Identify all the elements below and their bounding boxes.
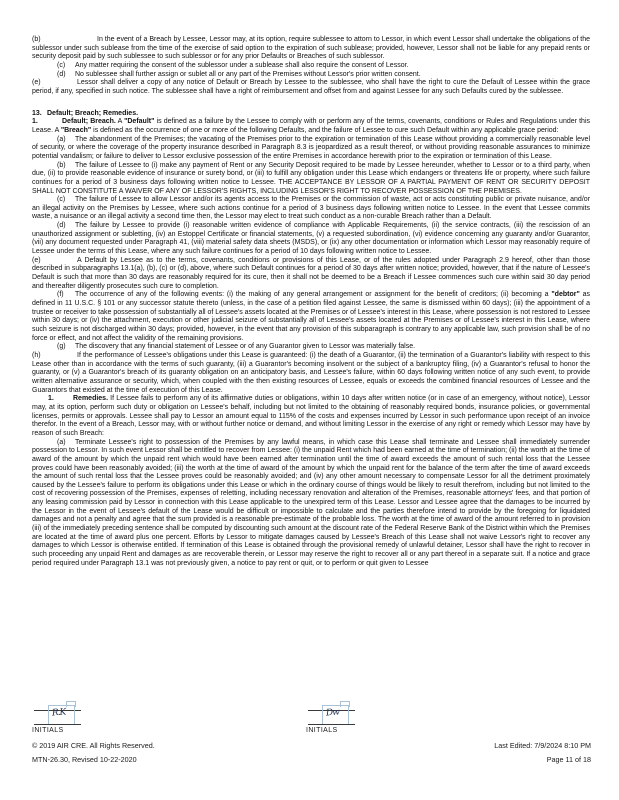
para-131c-access-waste: (c) The failure of Lessee to allow Lessor and/or its agents access to the Premises or the commission of waste, act or acts constituting public or private nuisance, and/or an illegal activity on the Premises by Lessee, where such actions continue for a period of 3 business days following written notice to Lessee. In the event that Lessee commits waste, a nuisance or an illegal activity a second time then, the Lessor may elect to treat such conduct as a non-curable Breach rather than a Default. xyxy=(32,196,590,221)
para-131-default-breach: 1. Default; Breach. A "Default" is defined as a failure by the Lessee to comply with or perform any of the terms, covenants, conditions or Rules and Regulations under this Lease. A "Breach" is defined as the occurrence of one or more of the following Defaults, and the failure of Lessee to cure such Default within any applicable grace period: xyxy=(32,118,590,134)
initials-line xyxy=(34,724,81,725)
para-131h-guarantor-events: (h) If the performance of Lessee's obligations under this Lease is guaranteed: (i) the death of a Guarantor, (ii) the termination of a Guarantor's liability with respect to this Lease other than in accordance with the terms of such guaranty, (iii) a Guarantor's becoming insolvent or the subject of a bankruptcy filing, (iv) a Guarantor's refusal to honor the guaranty, or (v) a Guarantor's breach of its guaranty obligation on an anticipatory basis, and Lessee's failure, within 60 days following written notice of any such event, to provide written alternative assurance or security, which, when coupled with the then existing resources of Lessee, equals or exceeds the combined financial resources of Lessee and the Guarantors that existed at the time of execution of this Lease. xyxy=(32,351,590,394)
para-132-remedies: 1. Remedies. If Lessee fails to perform any of its affirmative duties or obligations, within 10 days after written notice (or in case of an emergency, without notice), Lessor may, at its option, perform such duty or obligation on Lessee's behalf, including but not limited to the obtaining of reasonably required bonds, insurance policies, or governmental licenses, permits or approvals. Lessee shall pay to Lessor an amount equal to 115% of the costs and expenses incurred by Lessor in such performance upon receipt of an invoice therefor. In the event of a Breach, Lessor may, with or without further notice or demand, and without limiting Lessor in the exercise of any right or remedy which Lessor may have by reason of such Breach: xyxy=(32,395,590,437)
paragraph-label: 1. xyxy=(48,395,54,403)
paragraph-label: (e) xyxy=(32,79,41,87)
paragraph-label: (h) xyxy=(32,351,41,359)
para-13e-notice-to-sublessee: (e) Lessor shall deliver a copy of any notice of Default or Breach by Lessee to the sublessee, who shall have the right to cure the Default of Lessee within the grace period, if any, specified in such notice. The sublessee shall have a right of reimbursement and offset from and against Lessee for any such Defaults cured by the sublessee. xyxy=(32,79,590,95)
paragraph-label: (a) xyxy=(57,438,66,446)
initials-sign-box[interactable] xyxy=(48,705,75,725)
initials-label: INITIALS xyxy=(32,727,64,734)
paragraph-label: (d) xyxy=(57,222,66,230)
para-131g-false-statement: (g) The discovery that any financial statement of Lessee or of any Guarantor given to Lessor was materially false. xyxy=(57,343,416,351)
paragraph-label: (g) xyxy=(57,343,66,351)
paragraph-label: (d) xyxy=(57,70,66,78)
document-body xyxy=(32,36,590,568)
initials-label: INITIALS xyxy=(306,727,338,734)
para-131d-documentation-failure: (d) The failure by Lessee to provide (i) reasonable written evidence of compliance with Applicable Requirements, (ii) the service contracts, (iii) the rescission of an unauthorized assignment or subletting, (iv) an Estoppel Certificate or financial statements, (v) a requested subordination, (vi) evidence concerning any guaranty and/or Guarantor, (vii) any document requested under Paragraph 41, (viii) material safety data sheets (MSDS), or (ix) any other documentation or information which Lessor may reasonably require of Lessee under the terms of this Lease, where any such failure continues for a period of 10 days following written notice to Lessee. xyxy=(32,222,590,256)
paragraph-label: (b) xyxy=(32,36,41,43)
lessee-initials-widget xyxy=(32,701,84,741)
paragraph-label: (b) xyxy=(57,161,66,169)
page-number-text: Page 11 of 18 xyxy=(546,754,591,764)
heading-13-default-breach-remedies: 13. Default; Breach; Remedies. xyxy=(32,109,139,117)
paragraph-label: 1. xyxy=(32,118,38,126)
paragraph-label: (c) xyxy=(57,61,66,69)
paragraph-label: (f) xyxy=(57,291,64,299)
copyright-text: © 2019 AIR CRE. All Rights Reserved. xyxy=(32,741,155,750)
footer-left xyxy=(32,739,155,766)
para-131f-insolvency-events: (f) The occurrence of any of the following events: (i) the making of any general arrangement or assignment for the benefit of creditors; (ii) becoming a "debtor" as defined in 11 U.S.C. § 101 or any successor statute thereto (unless, in the case of a petition filed against Lessee, the same is dismissed within 60 days); (iii) the appointment of a trustee or receiver to take possession of substantially all of Lessee's assets located at the Premises or of Lessee's interest in this Lease, where possession is not restored to Lessee within 30 days; or (iv) the attachment, execution or other judicial seizure of substantially all of Lessee's assets located at the Premises or of Lessee's interest in this Lease, where such seizure is not discharged within 30 days; provided, however, in the event that any provision of this subparagraph is contrary to any applicable law, such provision shall be of no force or effect, and not affect the validity of the remaining provisions. xyxy=(32,291,590,342)
para-131b-payment-failure: (b) The failure of Lessee to (i) make any payment of Rent or any Security Deposit required to be made by Lessee hereunder, whether to Lessor or to a third party, when due, (ii) to provide reasonable evidence of insurance or surety bond, or (iii) to fulfill any obligation under this Lease which endangers or threatens life or property, where such failure continues for a period of 3 business days following written notice to Lessee. THE ACCEPTANCE BY LESSOR OF A PARTIAL PAYMENT OF RENT OR SECURITY DEPOSIT SHALL NOT CONSTITUTE A WAIVER OF ANY OF LESSOR'S RIGHTS, INCLUDING LESSOR'S RIGHT TO RECOVER POSSESSION OF THE PREMISES. xyxy=(32,161,590,195)
lessor-initials-widget xyxy=(306,701,358,741)
initials-scribble: R.K xyxy=(51,707,66,719)
paragraph-label: (c) xyxy=(57,196,66,204)
paragraph-label: 13. xyxy=(32,109,42,117)
paragraph-label: (a) xyxy=(57,135,66,143)
footer-right xyxy=(494,739,591,766)
para-131e-other-default: (e) A Default by Lessee as to the terms, covenants, conditions or provisions of this Lease, or of the rules adopted under Paragraph 2.9 hereof, other than those described in subparagraphs 13.1(a), (b), (c) or (d), above, where such Default continues for a period of 30 days after written notice; provided, however, that if the nature of Lessee's Default is such that more than 30 days are reasonably required for its cure, then it shall not be deemed to be a Breach if Lessee commences such cure within said 30 day period and thereafter diligently prosecutes such cure to completion. xyxy=(32,256,590,290)
last-edited-text: Last Edited: 7/9/2024 8:10 PM xyxy=(494,741,591,750)
para-132a-terminate-possession: (a) Terminate Lessee's right to possession of the Premises by any lawful means, in which case this Lease shall terminate and Lessee shall immediately surrender possession to Lessor. In such event Lessor shall be entitled to recover from Lessee: (i) the unpaid Rent which had been earned at the time of termination; (ii) the worth at the time of award of the amount by which the unpaid rent which would have been earned after termination until the time of award exceeds the amount of such rental loss that the Lessee proves could have been reasonably avoided; (iii) the worth at the time of award of the amount by which the unpaid rent for the balance of the term after the time of award exceeds the amount of such rental loss that the Lessee proves could be reasonably avoided; and (iv) any other amount necessary to compensate Lessor for all the detriment proximately caused by the Lessee's failure to perform its obligations under this Lease or which in the ordinary course of things would be likely to result therefrom, including but not limited to the cost of recovering possession of the Premises, expenses of reletting, including necessary renovation and alteration of the Premises, reasonable attorneys' fees, and that portion of any leasing commission paid by Lessor in connection with this Lease applicable to the unexpired term of this Lease. Lessor and Lessee agree that the damages to be incurred by the Lessor in the event of Lessee's default of the Lease would be difficult or impossible to calculate and the parties therefore intend to provide by the foregoing for liquidated damages and not a penalty and agree that the sum provided is a reasonable pre-estimate of the probable loss. The worth at the time of award of the amount referred to in provision (iii) of the immediately preceding sentence shall be computed by discounting such amount at the discount rate of the Federal Reserve Bank of the District within which the Premises are located at the time of award plus one percent. Efforts by Lessor to mitigate damages caused by Lessee's Breach of this Lease shall not waive Lessor's right to recover any damages to which Lessor is otherwise entitled. If termination of this Lease is obtained through the provisional remedy of unlawful detainer, Lessor shall have the right to recover in such proceeding any unpaid Rent and damages as are recoverable therein, or Lessor may reserve the right to recover all or any part thereof in a separate suit. If a notice and grace period required under Paragraph 13.1 was not previously given, a notice to pay rent or quit, or to perform or quit given to Lessee xyxy=(32,438,590,567)
initials-line xyxy=(308,724,355,725)
para-13b-sublease-attornment: (b) In the event of a Breach by Lessee, Lessor may, at its option, require sublessee to attorn to Lessor, in which event Lessor shall undertake the obligations of the sublessor under such sublease from the time of the exercise of said option to the expiration of such sublease; provided, however, Lessor shall not be liable for any prepaid rents or security deposit paid by such sublessee to such sublessor or for any prior Defaults or Breaches of such sublessor. xyxy=(32,36,590,61)
para-131a-abandonment: (a) The abandonment of the Premises; the vacating of the Premises prior to the expiration or termination of this Lease without providing a commercially reasonable level of security, or where the coverage of the property insurance described in Paragraph 8.3 is jeopardized as a result thereof, or without providing reasonable assurances to minimize potential vandalism; or failure to deliver to Lessor exclusive possession of the entire Premises in accordance herewith prior to the expiration or termination of this Lease. xyxy=(32,135,590,160)
paragraph-label: (e) xyxy=(32,256,41,264)
initials-sign-box[interactable] xyxy=(322,705,349,725)
initials-scribble: Dw xyxy=(325,707,340,719)
para-13d-no-further-sublet: (d) No sublessee shall further assign or sublet all or any part of the Premises without Lessor's prior written consent. xyxy=(57,70,421,78)
para-13c-sublessor-consent: (c) Any matter requiring the consent of the sublessor under a sublease shall also require the consent of Lessor. xyxy=(57,61,409,69)
form-code-text: MTN-26.30, Revised 10-22-2020 xyxy=(32,754,137,764)
